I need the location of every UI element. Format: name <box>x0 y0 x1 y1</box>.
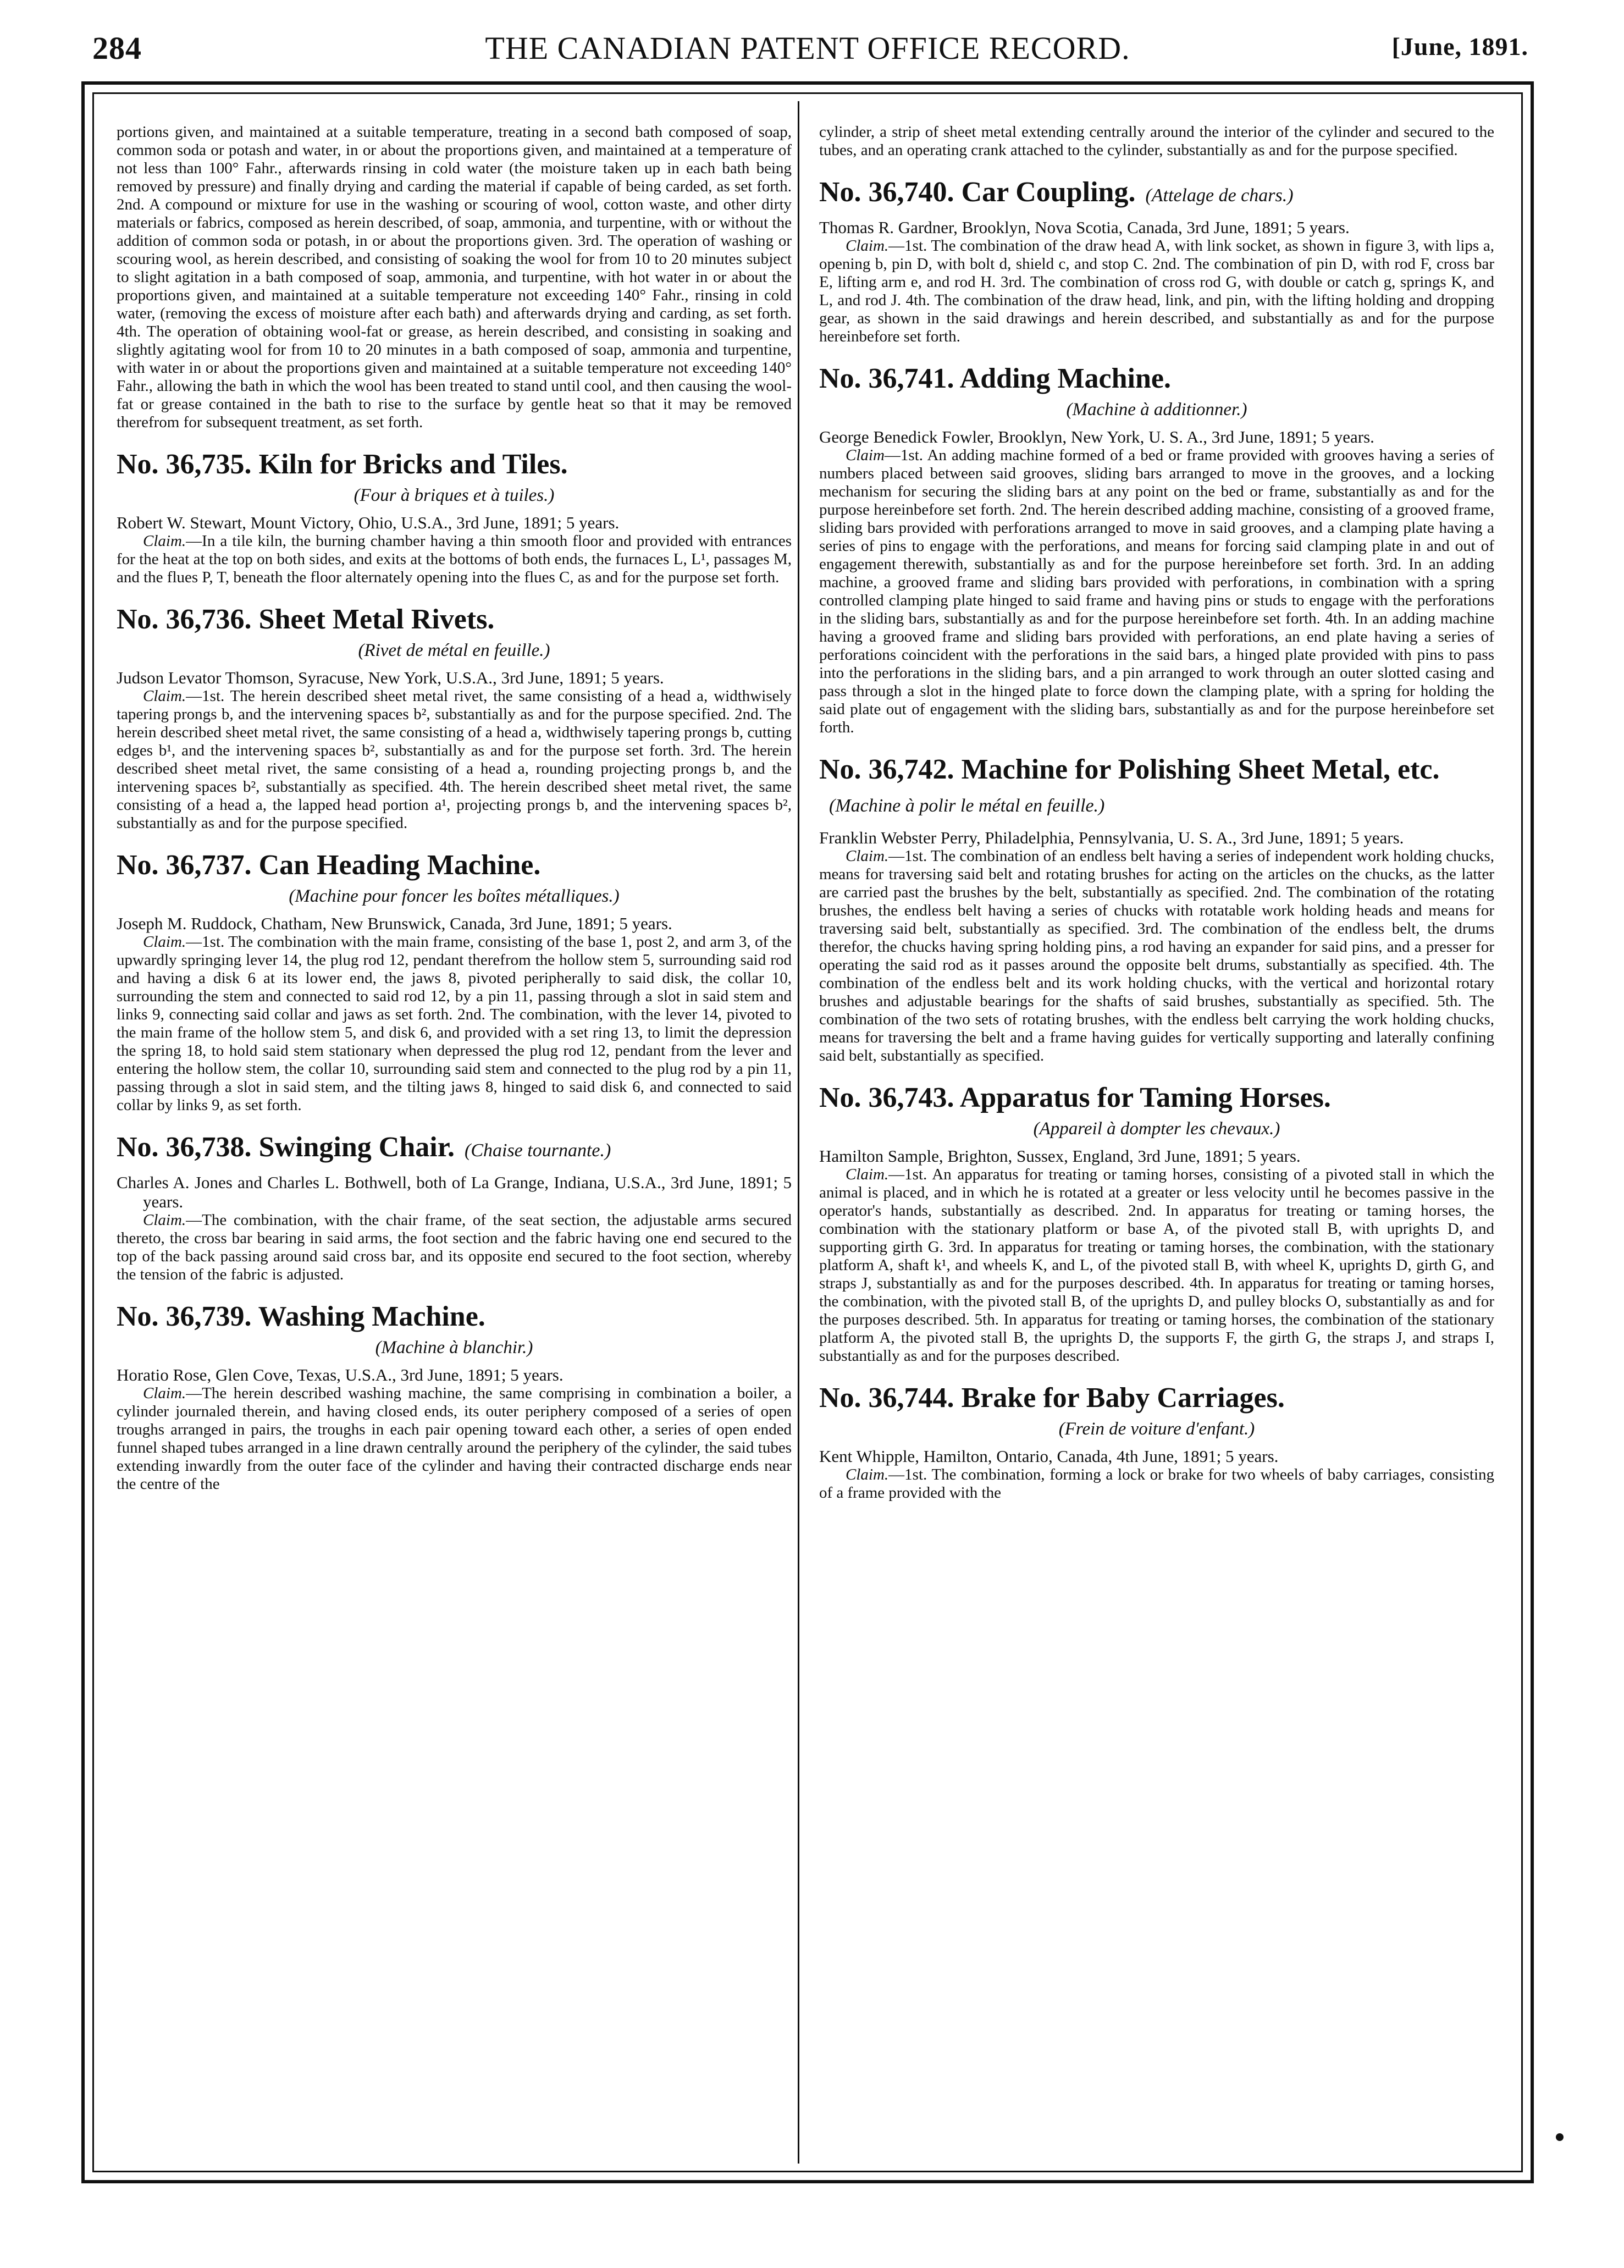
patent-french-title: (Attelage de chars.) <box>1145 185 1294 206</box>
patent-heading <box>117 1300 792 1333</box>
patent-claim <box>819 1466 1494 1502</box>
patent-number: No. 36,740. <box>819 176 954 208</box>
patent-number: No. 36,743. <box>819 1082 954 1113</box>
patent-french-title: (Chaise tournante.) <box>465 1140 611 1161</box>
patent-entry <box>819 1382 1494 1502</box>
claim-text: —The herein described washing machine, the same comprising in combination a boiler, a cylinder journaled therein, and having closed ends, its outer periphery composed of a series of open troughs arranged in pairs, the troughs in each pair opening toward each other, a series of open ended funnel shaped tubes arranged in a line drawn centrally around the periphery of the cylinder, the said tubes extending inwardly from the outer face of the cylinder and having their contracted discharge ends near the centre of the <box>117 1384 792 1493</box>
patent-number: No. 36,736. <box>117 604 252 635</box>
left-column <box>117 123 792 1493</box>
patent-entry <box>117 849 792 1114</box>
patent-inventor: Joseph M. Ruddock, Chatham, New Brunswick, Canada, 3rd June, 1891; 5 years. <box>117 914 672 933</box>
page-number: 284 <box>92 30 142 66</box>
claim-text: —1st. The combination, forming a lock or brake for two wheels of baby carriages, consisting of a frame provided with the <box>819 1466 1494 1502</box>
claim-label: Claim. <box>143 687 186 705</box>
patent-inventor: Franklin Webster Perry, Philadelphia, Pennsylvania, U. S. A., 3rd June, 1891; 5 years. <box>819 828 1404 847</box>
patent-claim <box>117 933 792 1114</box>
patent-claim <box>819 446 1494 737</box>
patent-title: Adding Machine. <box>959 363 1171 394</box>
right-column <box>819 123 1494 1502</box>
patent-title: Sheet Metal Rivets. <box>258 604 495 635</box>
claim-text: —1st. The herein described sheet metal rivet, the same consisting of a head a, widthwisely tapering prongs b, and the intervening spaces b², substantially as and for the purpose specified. 2nd. The herein described sheet metal rivet, the same consisting of a head a, widthwisely tapering prongs b, cutting edges b¹, and the intervening spaces b², substantially as and for the purpose set forth. 3rd. The herein described sheet metal rivet, the same consisting of a head a, rounding projecting prongs b, and the intervening spaces b², substantially as specified. 4th. The herein described sheet metal rivet, the same consisting of a head a, the lapped head portion a¹, projecting prongs b, and the intervening spaces b², substantially as and for the purpose specified. <box>117 687 792 832</box>
patent-number: No. 36,737. <box>117 849 252 881</box>
patent-inventor: Kent Whipple, Hamilton, Ontario, Canada, 4th June, 1891; 5 years. <box>819 1447 1279 1466</box>
claim-label: Claim. <box>143 933 186 951</box>
claim-text: —The combination, with the chair frame, of the seat section, the adjustable arms secured thereto, the cross bar bearing in said arms, the foot section and the fabric having one end secured to the top of the back passing around said cross bar, and its opposite end secured to the foot section, whereby the tension of the fabric is adjusted. <box>117 1211 792 1283</box>
patent-entry <box>117 1131 792 1284</box>
patent-heading <box>819 1382 1494 1415</box>
patent-french-title: (Machine à polir le métal en feuille.) <box>829 796 1105 816</box>
patent-claim <box>117 532 792 587</box>
claim-text: —In a tile kiln, the burning chamber having a thin smooth floor and provided with entrances for the heat at the top on both sides, and exits at the bottoms of both ends, the furnaces L, L¹, passages M, and the flues P, T, beneath the floor alternately opening into the flues C, as and for the purpose set forth. <box>117 532 792 586</box>
margin-dot <box>1556 2133 1564 2141</box>
patent-inventor: Horatio Rose, Glen Cove, Texas, U.S.A., 3rd June, 1891; 5 years. <box>117 1365 564 1384</box>
patent-heading <box>117 1131 792 1167</box>
claim-text: —1st. The combination of the draw head A, with link socket, as shown in figure 3, with lips a, opening b, pin D, with bolt d, shield c, and stop C. 2nd. The combination of pin D, with rod F, cross bar E, lifting arm e, and rod H. 3rd. The combination of cross rod G, with double or catch g, springs K, and L, and rod J. 4th. The combination of the draw head, link, and pin, with the lifting holding and dropping gear, as shown in the said drawings and herein described, and substantially as and for the purpose hereinbefore set forth. <box>819 237 1494 345</box>
column-divider <box>798 101 799 2164</box>
patent-number: No. 36,739. <box>117 1301 252 1332</box>
publication-title: THE CANADIAN PATENT OFFICE RECORD. <box>485 30 1130 66</box>
page-header <box>81 26 1534 70</box>
patent-number: No. 36,742. <box>819 754 954 785</box>
patent-entry <box>819 753 1494 1065</box>
patent-heading <box>819 176 1494 212</box>
issue-date: [June, 1891. <box>1391 32 1528 60</box>
page-frame <box>81 81 1534 2183</box>
patent-title: Swinging Chair. <box>258 1132 455 1163</box>
claim-text: —1st. An apparatus for treating or taming horses, consisting of a pivoted stall in which the animal is placed, and in which he is rotated at a greater or less velocity until he becomes passive in the operator's hands, substantially as described. 2nd. In apparatus for treating or taming horses, the combination with the stationary platform or base A, of the pivoted stall B, with uprights D, and supporting girth G. 3rd. In apparatus for treating or taming horses, the combination, with the stationary platform A, shaft k¹, and wheels K, and L, of the pivoted stall B, with wheel K, uprights D, girth G, and straps J, substantially as and for the purposes described. 4th. In apparatus for treating or taming horses, the combination, with the pivoted stall B, of the uprights D, and pulley blocks O, substantially as and for the purposes described. 5th. In apparatus for treating or taming horses, the combination of the stationary platform A, the pivoted stall B, the uprights D, the supports F, the girth G, the straps J, and straps I, substantially as and for the purposes described. <box>819 1166 1494 1365</box>
patent-inventor: George Benedick Fowler, Brooklyn, New York, U. S. A., 3rd June, 1891; 5 years. <box>819 427 1374 446</box>
claim-label: Claim. <box>846 237 889 255</box>
claim-text: —1st. The combination of an endless belt having a series of independent work holding chucks, means for traversing said belt and rotating brushes for acting on the articles on the chucks, as the latter are carried past the brushes by the belt, substantially as specified. 2nd. The combination of the rotating brushes, the endless belt having a series of chucks with rotatable work holding heads and means for traversing said belt, substantially as specified. 3rd. The combination of the endless belt, the drums therefor, the chucks having spring holding pins, a rod having an expander for said pins, and a presser for operating the said rod as it passes around the opposite belt drums, substantially as specified. 4th. The combination of the endless belt and its work holding chucks, with the vertical and horizontal rotary brushes and adjustable bearings for the shafts of said brushes, substantially as specified. 5th. The combination of the two sets of rotating brushes, with the endless belt carrying the work holding chucks, means for traversing the belt and a frame having guides for vertically supporting and laterally confining said belt, substantially as specified. <box>819 847 1494 1064</box>
patent-inventor: Robert W. Stewart, Mount Victory, Ohio, U.S.A., 3rd June, 1891; 5 years. <box>117 513 620 532</box>
patent-inventor: Hamilton Sample, Brighton, Sussex, England, 3rd June, 1891; 5 years. <box>819 1146 1301 1166</box>
claim-label: Claim <box>846 446 885 464</box>
patent-claim <box>819 237 1494 346</box>
patent-french-title: (Four à briques et à tuiles.) <box>353 485 555 505</box>
patent-heading <box>819 362 1494 395</box>
claim-label: Claim. <box>143 1211 186 1229</box>
patent-entry <box>117 448 792 587</box>
patent-number: No. 36,744. <box>819 1382 954 1414</box>
patent-title: Apparatus for Taming Horses. <box>959 1082 1331 1113</box>
patent-french-title: (Rivet de métal en feuille.) <box>358 641 550 660</box>
patent-claim <box>819 1166 1494 1365</box>
patent-claim <box>117 1211 792 1284</box>
patent-number: No. 36,735. <box>117 449 252 480</box>
patent-entry <box>117 603 792 832</box>
patent-heading <box>117 849 792 882</box>
patent-claim <box>117 1384 792 1493</box>
claim-label: Claim. <box>846 1466 889 1483</box>
patent-title: Washing Machine. <box>258 1301 485 1332</box>
patent-inventor: Charles A. Jones and Charles L. Bothwell, both of La Grange, Indiana, U.S.A., 3rd June, 1891; 5 years. <box>117 1173 792 1211</box>
patent-heading <box>819 1081 1494 1114</box>
patent-title: Car Coupling. <box>961 176 1136 208</box>
patent-heading <box>819 753 1494 823</box>
patent-number: No. 36,738. <box>117 1132 252 1163</box>
patent-claim <box>117 687 792 832</box>
patent-title: Can Heading Machine. <box>258 849 541 881</box>
patent-inventor: Thomas R. Gardner, Brooklyn, Nova Scotia, Canada, 3rd June, 1891; 5 years. <box>819 218 1350 237</box>
claim-label: Claim. <box>143 532 186 550</box>
patent-heading <box>117 603 792 636</box>
claim-label: Claim. <box>846 1166 889 1183</box>
patent-claim <box>819 847 1494 1065</box>
claim-label: Claim. <box>846 847 889 865</box>
patent-title: Kiln for Bricks and Tiles. <box>258 449 568 480</box>
patent-entry <box>819 176 1494 346</box>
patent-french-title: (Machine pour foncer les boîtes métalliques.) <box>289 886 620 906</box>
claim-label: Claim. <box>143 1384 186 1402</box>
patent-french-title: (Frein de voiture d'enfant.) <box>1058 1419 1255 1439</box>
patent-title: Machine for Polishing Sheet Metal, etc. <box>961 754 1440 785</box>
patent-entry <box>117 1300 792 1493</box>
claim-text: —1st. The combination with the main frame, consisting of the base 1, post 2, and arm 3, of the upwardly springing lever 14, the plug rod 12, pendant therefrom the hollow stem 5, surrounding said rod and having a disk 6 at its lower end, the jaws 8, pivoted peripherally to said disk, the collar 10, surrounding the stem and connected to said rod 12, by a pin 11, passing through a slot in said stem and links 9, connecting said collar and jaws as set forth. 2nd. The combination, with the lever 14, pivoted to the main frame of the hollow stem 5, and disk 6, and provided with a set ring 13, to limit the depression the spring 18, to hold said stem stationary when depressed the plug rod 12, pendant from the lever and entering the hollow stem, the collar 10, surrounding said stem and connected to the plug rod by a pin 11, passing through a slot in said stem, and the tilting jaws 8, hinged to said disk 6, and connected to said collar by links 9, as set forth. <box>117 933 792 1114</box>
patent-inventor: Judson Levator Thomson, Syracuse, New York, U.S.A., 3rd June, 1891; 5 years. <box>117 668 664 687</box>
patent-number: No. 36,741. <box>819 363 954 394</box>
claim-text: —1st. An adding machine formed of a bed or frame provided with grooves having a series of numbers placed between said grooves, sliding bars arranged to move in the grooves, and a locking mechanism for securing the sliding bars at any point on the bed or frame, substantially as and for the purpose hereinbefore set forth. 2nd. The herein described adding machine, consisting of a grooved frame, sliding bars provided with perforations arranged to move in said grooves, and a clamping plate having a series of pins to engage with the perforations, and means for forcing said clamping plate in and out of engagement therewith, substantially as and for the purpose hereinbefore set forth. 3rd. In an adding machine, a grooved frame and sliding bars provided with perforations, in combination with a spring controlled clamping plate hinged to said frame and having pins or studs to engage with the perforations in the sliding bars, substantially as and for the purpose hereinbefore set forth. 4th. In an adding machine having a grooved frame and sliding bars provided with perforations, an end plate having a series of perforations coincident with the perforations in the said bars, a hinged plate provided with pins to pass into the perforations in the sliding bars, and a pin arranged to work through an outer slotted casing and pass through a slot in the hinged plate to force down the clamping plate, with a spring for holding the said plate out of engagement with the sliding bars, substantially as and for the purpose hereinbefore set forth. <box>819 446 1494 736</box>
patent-heading <box>117 448 792 481</box>
patent-entry <box>819 1081 1494 1365</box>
patent-french-title: (Machine à additionner.) <box>1066 400 1247 420</box>
patent-french-title: (Machine à blanchir.) <box>375 1338 533 1358</box>
continued-text: cylinder, a strip of sheet metal extending centrally around the interior of the cylinder and secured to the tubes, and an operating crank attached to the cylinder, substantially as and for the purpose specified. <box>819 123 1494 159</box>
continued-text: portions given, and maintained at a suitable temperature, treating in a second bath composed of soap, common soda or potash and water, in or about the proportions given, and maintained at a temperature of not less than 100° Fahr., afterwards rinsing in cold water (the moisture taken up in each bath being removed by pressure) and finally drying and carding the material if capable of being carded, as set forth. 2nd. A compound or mixture for use in the washing or scouring of wool, cotton waste, and other dirty materials or fabrics, composed as herein described, of soap, ammonia, and turpentine, with or without the addition of common soda or potash, in or about the proportions given. 3rd. The operation of washing or scouring wool, as herein described, and consisting of soaking the wool for from 10 to 20 minutes subject to slight agitation in a bath composed of soap, ammonia, and turpentine, with hot water in or about the proportions given, and maintained at a suitable temperature not exceeding 140° Fahr., rinsing in cold water, (removing the excess of moisture after each bath) and afterwards drying and carding, as set forth. 4th. The operation of obtaining wool-fat or grease, as herein described, and consisting in soaking and slightly agitating wool for from 10 to 20 minutes in a bath composed of soap, ammonia and turpentine, with water in or about the proportions given and maintained at a suitable temperature not exceeding 140° Fahr., allowing the bath in which the wool has been treated to stand until cool, and then causing the wool-fat or grease contained in the bath to rise to the surface by gentle heat so that it may be removed therefrom for subsequent treatment, as set forth. <box>117 123 792 431</box>
patent-french-title: (Appareil à dompter les chevaux.) <box>1033 1119 1280 1139</box>
patent-entry <box>819 362 1494 737</box>
patent-title: Brake for Baby Carriages. <box>961 1382 1285 1414</box>
